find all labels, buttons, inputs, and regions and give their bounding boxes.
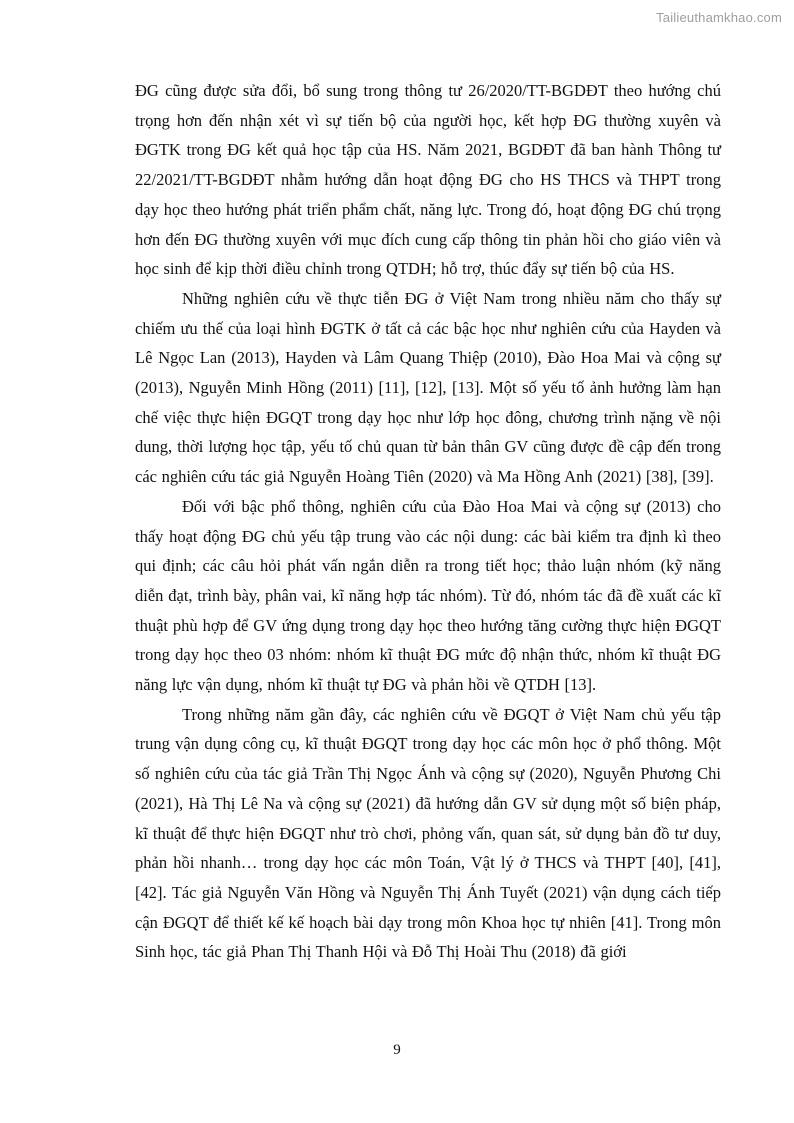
watermark-text: Tailieuthamkhao.com <box>656 10 782 25</box>
paragraph-2: Những nghiên cứu về thực tiễn ĐG ở Việt Nam trong nhiều năm cho thấy sự chiếm ưu thế của loại hình ĐGTK ở tất cả các bậc học như nghiên cứu của Hayden và Lê Ngọc Lan (2013), Hayden và Lâm Quang Thiệp (2010), Đào Hoa Mai và cộng sự (2013), Nguyễn Minh Hồng (2011) [11], [12], [13]. Một số yếu tố ảnh hưởng làm hạn chế việc thực hiện ĐGQT trong dạy học như lớp học đông, chương trình nặng về nội dung, thời lượng học tập, yếu tố chủ quan từ bản thân GV cũng được đề cập đến trong các nghiên cứu tác giả Nguyễn Hoàng Tiên (2020) và Ma Hồng Anh (2021) [38], [39]. <box>135 288 721 487</box>
paragraph-3: Đối với bậc phổ thông, nghiên cứu của Đào Hoa Mai và cộng sự (2013) cho thấy hoạt động ĐG chủ yếu tập trung vào các nội dung: các bài kiểm tra định kì theo qui định; các câu hỏi phát vấn ngắn diễn ra trong tiết học; thảo luận nhóm (kỹ năng diễn đạt, trình bày, phân vai, kĩ năng hợp tác nhóm). Từ đó, nhóm tác đã đề xuất các kĩ thuật phù hợp để GV ứng dụng trong dạy học theo hướng tăng cường thực hiện ĐGQT trong dạy học theo 03 nhóm: nhóm kĩ thuật ĐG mức độ nhận thức, nhóm kĩ thuật ĐG năng lực vận dụng, nhóm kĩ thuật tự ĐG và phản hồi về QTDH [13]. <box>135 496 721 695</box>
page-content <box>135 76 721 967</box>
page-number: 9 <box>393 1042 401 1058</box>
paragraph-4: Trong những năm gần đây, các nghiên cứu về ĐGQT ở Việt Nam chủ yếu tập trung vận dụng công cụ, kĩ thuật ĐGQT trong dạy học các môn học ở phổ thông. Một số nghiên cứu của tác giả Trần Thị Ngọc Ánh và cộng sự (2020), Nguyễn Phương Chi (2021), Hà Thị Lê Na và cộng sự (2021) đã hướng dẫn GV sử dụng một số biện pháp, kĩ thuật để thực hiện ĐGQT như trò chơi, phỏng vấn, quan sát, sử dụng bản đồ tư duy, phản hồi nhanh… trong dạy học các môn Toán, Vật lý ở THCS và THPT [40], [41], [42]. Tác giả Nguyễn Văn Hồng và Nguyễn Thị Ánh Tuyết (2021) vận dụng cách tiếp cận ĐGQT để thiết kế kế hoạch bài dạy trong môn Khoa học tự nhiên [41]. Trong môn Sinh học, tác giả Phan Thị Thanh Hội và Đỗ Thị Hoài Thu (2018) đã giới <box>135 704 721 962</box>
paragraph-1: ĐG cũng được sửa đổi, bổ sung trong thông tư 26/2020/TT-BGDĐT theo hướng chú trọng hơn đến nhận xét vì sự tiến bộ của người học, kết hợp ĐG thường xuyên và ĐGTK trong ĐG kết quả học tập của HS. Năm 2021, BGDĐT đã ban hành Thông tư 22/2021/TT-BGDĐT nhằm hướng dẫn hoạt động ĐG cho HS THCS và THPT trong dạy học theo hướng phát triển phẩm chất, năng lực. Trong đó, hoạt động ĐG chú trọng hơn đến ĐG thường xuyên với mục đích cung cấp thông tin phản hồi cho giáo viên và học sinh để kịp thời điều chỉnh trong QTDH; hỗ trợ, thúc đẩy sự tiến bộ của HS. <box>135 81 721 279</box>
